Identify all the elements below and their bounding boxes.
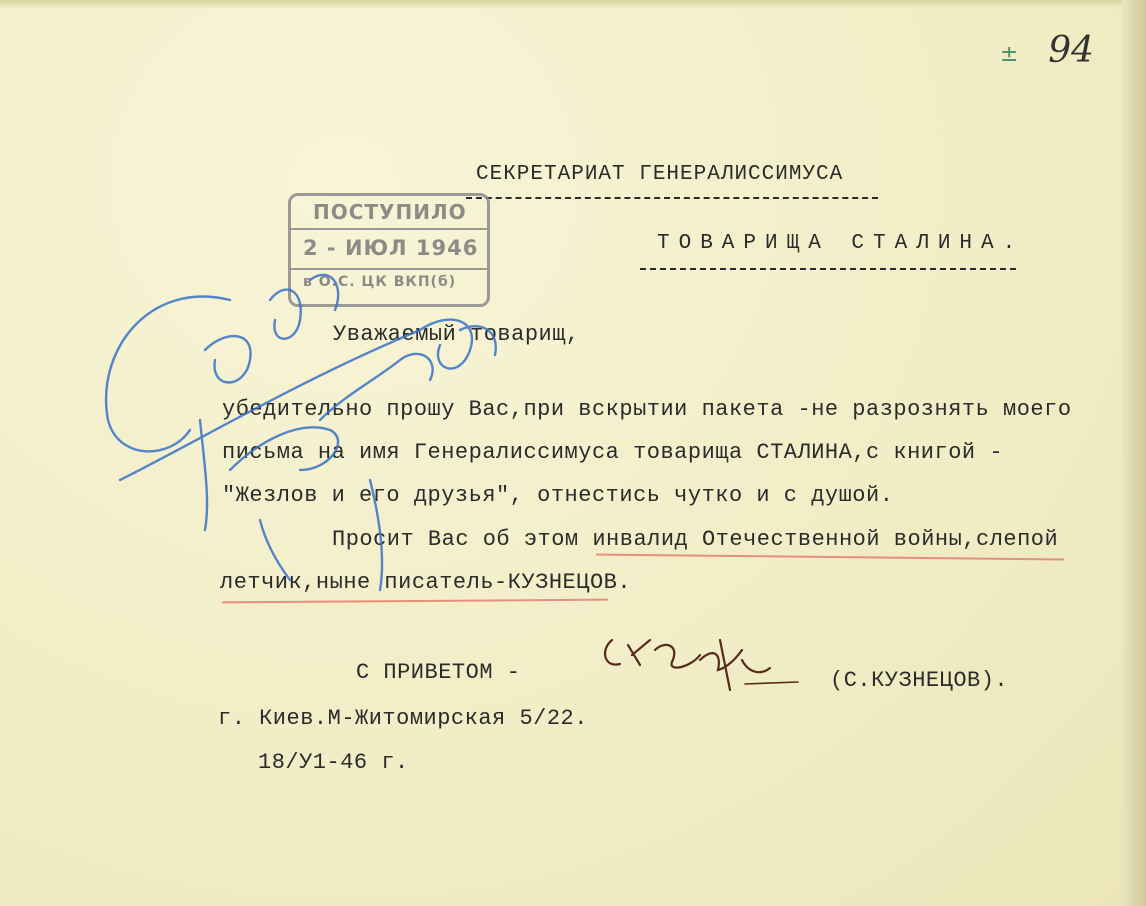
- archive-page-mark: ±: [1000, 42, 1019, 67]
- blue-pen-resolution: [106, 275, 496, 590]
- paragraph1-line2: письма на имя Генералиссимуса товарища СТАЛИНА,с книгой -: [222, 440, 1004, 465]
- paragraph1-line3: "Жезлов и его друзья", отнестись чутко и с душой.: [222, 483, 894, 508]
- stamp-title: ПОСТУПИЛО: [313, 200, 467, 224]
- closing-address: г. Киев.М-Житомирская 5/22.: [218, 706, 588, 731]
- signature-scribble: [605, 640, 798, 690]
- stamp-dept: в О.С. ЦК ВКП(б): [303, 274, 457, 290]
- stamp-date: 2 - ИЮЛ 1946: [303, 236, 479, 260]
- closing-salutation: С ПРИВЕТОМ -: [356, 660, 521, 685]
- archive-page-number: 94: [1048, 30, 1094, 71]
- header-secretariat: СЕКРЕТАРИАТ ГЕНЕРАЛИССИМУСА: [476, 163, 844, 186]
- greeting: Уважаемый товарищ,: [333, 322, 580, 347]
- paragraph1-line1: убедительно прошу Вас,при вскрытии пакета -не разрознять моего: [222, 397, 1072, 422]
- closing-name: (С.КУЗНЕЦОВ).: [830, 668, 1009, 693]
- closing-date: 18/У1-46 г.: [258, 750, 409, 775]
- paragraph2-line1: Просит Вас об этом инвалид Отечественной войны,слепой: [332, 527, 1059, 552]
- paragraph2-line2: летчик,ныне писатель-КУЗНЕЦОВ.: [220, 570, 632, 595]
- header-comrade-stalin: ТОВАРИЩА СТАЛИНА.: [657, 232, 1025, 255]
